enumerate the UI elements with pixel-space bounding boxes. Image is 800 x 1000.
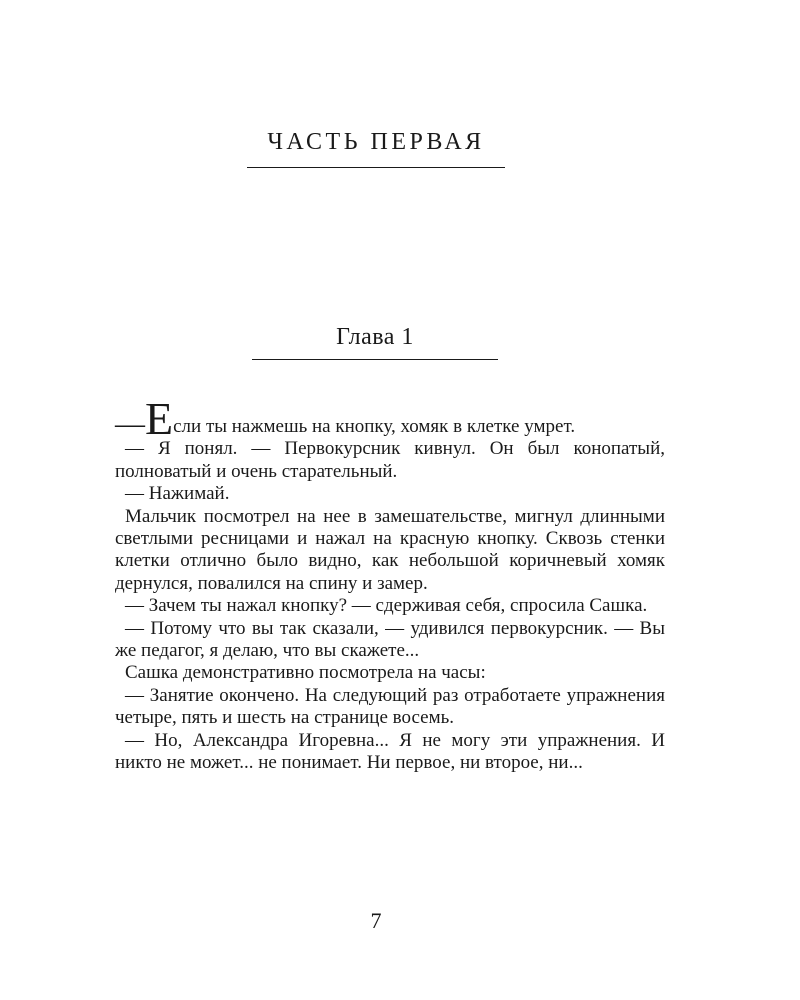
paragraph: — Потому что вы так сказали, — удивился первокурсник. — Вы же педагог, я делаю, что вы скажете... — [115, 617, 665, 662]
opening-dash: — — [115, 407, 145, 440]
opening-text: сли ты нажмешь на кнопку, хомяк в клетке умрет. — [173, 416, 576, 437]
page-number: 7 — [370, 908, 382, 933]
chapter-title-rule — [252, 359, 498, 360]
paragraph: — Занятие окончено. На следующий раз отработаете упражнения четыре, пять и шесть на странице восемь. — [115, 684, 665, 729]
part-title: ЧАСТЬ ПЕРВАЯ — [267, 129, 485, 155]
opening-paragraph — [115, 393, 665, 444]
paragraph: — Но, Александра Игоревна... Я не могу эти упражнения. И никто не может... не понимает. Ни первое, ни второе, ни... — [115, 729, 665, 774]
paragraph: Сашка демонстративно посмотрела на часы: — [125, 662, 486, 684]
paragraph: — Я понял. — Первокурсник кивнул. Он был конопатый, полноватый и очень старательный. — [115, 438, 665, 482]
drop-cap-letter: Е — [145, 393, 174, 444]
paragraph: Мальчик посмотрел на нее в замешательстве, мигнул длинными светлыми ресницами и нажал на красную кнопку. Сквозь стенки клетки отлично было видно, как небольшой коричневый хомяк дернулся, повалился на спину и замер. — [115, 505, 665, 594]
chapter-body — [115, 393, 665, 775]
paragraph: — Нажимай. — [125, 483, 230, 505]
paragraph: — Зачем ты нажал кнопку? — сдерживая себя, спросила Сашка. — [125, 595, 648, 617]
part-title-rule — [247, 167, 505, 168]
chapter-title: Глава 1 — [336, 324, 414, 350]
